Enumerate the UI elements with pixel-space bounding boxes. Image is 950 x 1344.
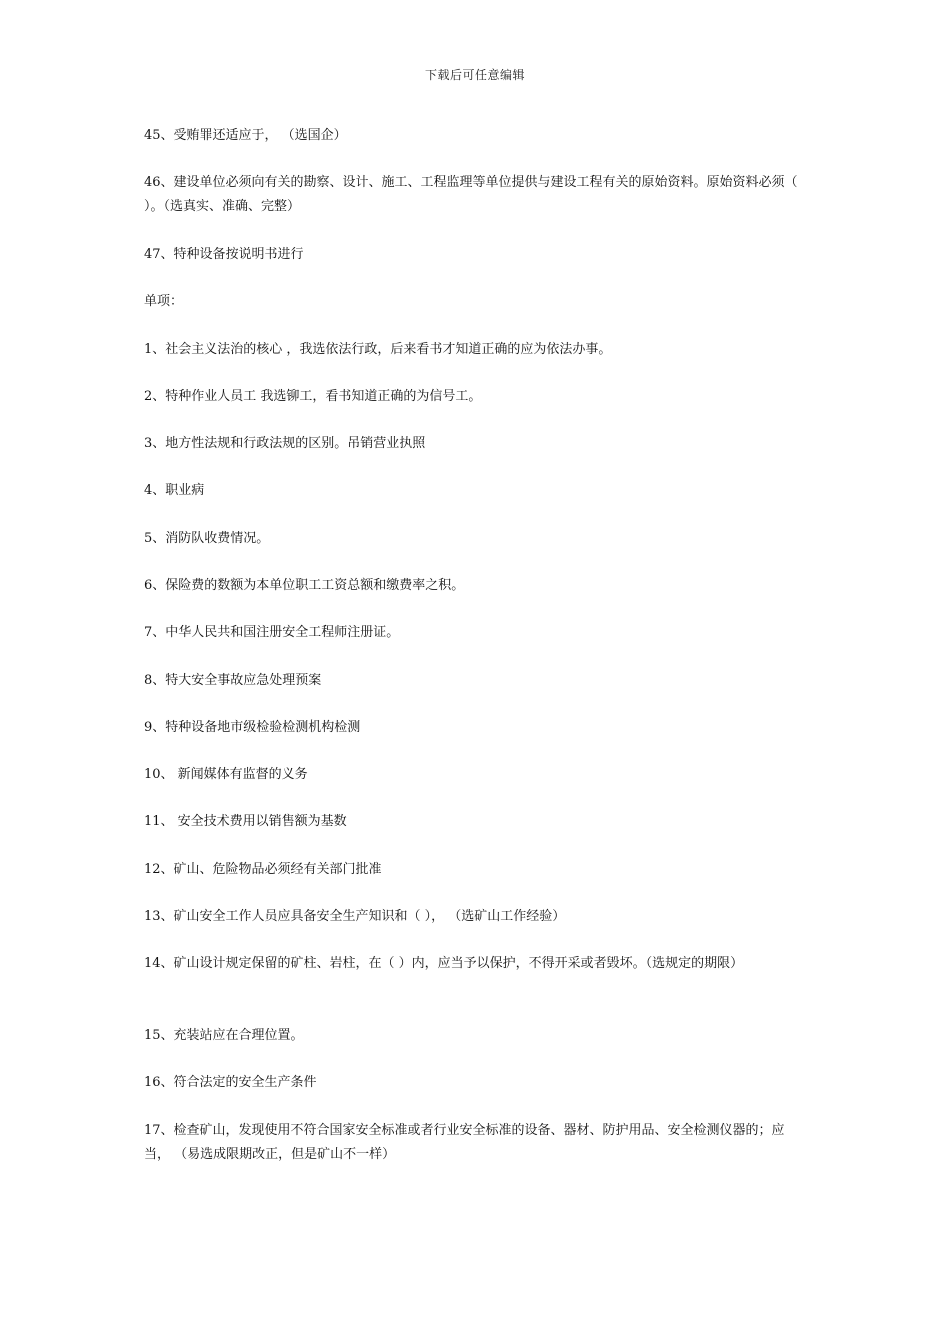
question-46: 46、建设单位必须向有关的勘察、设计、施工、工程监理等单位提供与建设工程有关的原始资料。原始资料必须（ ）。（选真实、准确、完整） [144, 175, 798, 214]
question-8: 8、特大安全事故应急处理预案 [144, 673, 322, 688]
page-header: 下载后可任意编辑 [424, 68, 525, 82]
question-16: 16、符合法定的安全生产条件 [144, 1075, 317, 1090]
question-15: 15、充装站应在合理位置。 [144, 1028, 304, 1043]
question-5: 5、消防队收费情况。 [144, 531, 270, 546]
question-47: 47、特种设备按说明书进行 [144, 247, 304, 262]
question-2: 2、特种作业人员工 我选铆工，看书知道正确的为信号工。 [144, 389, 482, 404]
question-11: 11、 安全技术费用以销售额为基数 [144, 814, 347, 829]
question-13: 13、矿山安全工作人员应具备安全生产知识和（ ）， （选矿山工作经验） [144, 909, 566, 924]
question-10: 10、 新闻媒体有监督的义务 [144, 767, 308, 782]
question-12: 12、矿山、危险物品必须经有关部门批准 [144, 862, 382, 877]
question-9: 9、特种设备地市级检验检测机构检测 [144, 720, 361, 735]
question-17: 17、检查矿山，发现使用不符合国家安全标准或者行业安全标准的设备、器材、防护用品、安全检测仪器的；应当， （易选成限期改正，但是矿山不一样） [144, 1123, 785, 1162]
section-heading-single-choice: 单项： [144, 294, 184, 309]
question-6: 6、保险费的数额为本单位职工工资总额和缴费率之积。 [144, 578, 465, 593]
question-1: 1、社会主义法治的核心 ，我选依法行政，后来看书才知道正确的应为依法办事。 [144, 342, 612, 357]
question-14: 14、矿山设计规定保留的矿柱、岩柱，在（ ）内，应当予以保护，不得开采或者毁坏。（选规定的期限） [144, 956, 744, 971]
question-3: 3、地方性法规和行政法规的区别。吊销营业执照 [144, 436, 426, 451]
question-4: 4、职业病 [144, 483, 205, 498]
question-45: 45、受贿罪还适应于， （选国企） [144, 128, 347, 143]
question-7: 7、中华人民共和国注册安全工程师注册证。 [144, 625, 400, 640]
